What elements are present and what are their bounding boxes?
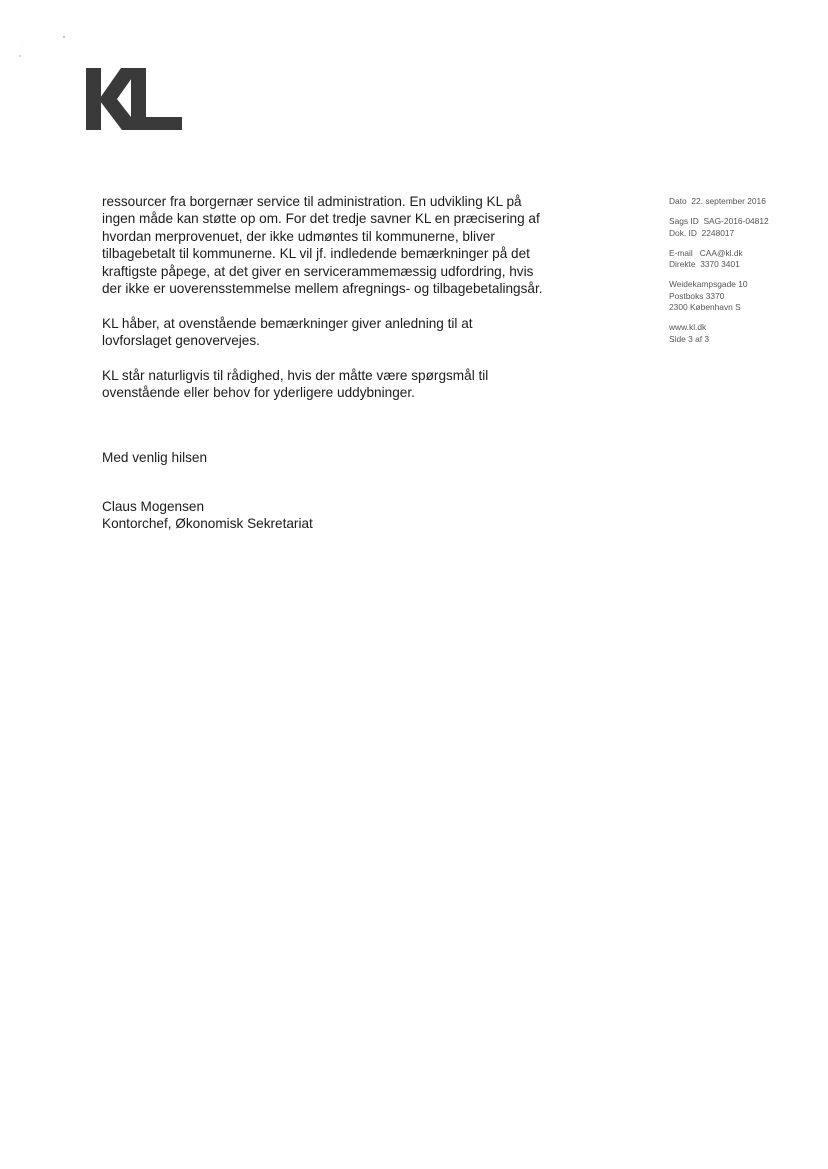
kl-logo — [86, 68, 182, 130]
doc-id-label: Dok. ID — [669, 227, 697, 238]
case-id-row — [669, 216, 819, 228]
email-label: E-mail — [669, 247, 693, 258]
direct-phone-row — [669, 259, 819, 271]
paragraph-line: KL håber, at ovenstående bemærkninger giver anledning til at — [102, 315, 473, 331]
doc-id-value: 2248017 — [701, 227, 735, 238]
doc-id-row — [669, 228, 819, 240]
paragraph-line: tilbagebetalt til kommunerne. KL vil jf. indledende bemærkninger på det — [102, 246, 530, 262]
paragraph-line: kraftigste påpege, at det giver en servicerammemæssig udfordring, hvis — [102, 263, 534, 279]
signatory-title: Kontorchef, Økonomisk Sekretariat — [102, 516, 313, 532]
paragraph-line: der ikke er uoverensstemmelse mellem afregnings- og tilbagebetalingsår. — [102, 281, 543, 297]
address-city: 2300 København S — [669, 302, 741, 312]
page-number: Side 3 af 3 — [669, 333, 710, 344]
address-group — [669, 279, 819, 314]
contact-group — [669, 248, 819, 271]
email-value: CAA@kl.dk — [699, 247, 743, 258]
paragraph-line: ressourcer fra borgernær service til administration. En udvikling KL på — [102, 194, 522, 209]
paragraph-line: ingen måde kan støtte op om. For det tredje savner KL en præcisering af — [102, 211, 540, 227]
letter-meta-sidebar — [669, 196, 819, 354]
signature-block — [102, 498, 313, 533]
case-id-label: Sags ID — [669, 216, 699, 226]
website: www.kl.dk — [669, 322, 707, 332]
web-page-group — [669, 322, 819, 345]
email-row — [669, 248, 819, 260]
date-group — [669, 196, 819, 208]
direct-phone-value: 3370 3401 — [700, 259, 740, 269]
direct-phone-label: Direkte — [669, 259, 696, 269]
ids-group — [669, 216, 819, 239]
paragraph-2 — [102, 315, 572, 350]
paragraph-3 — [102, 367, 572, 402]
paragraph-line: ovenstående eller behov for yderligere uddybninger. — [102, 385, 415, 401]
paragraph-1 — [102, 193, 572, 297]
date-row — [669, 196, 819, 208]
date-value: 22. september 2016 — [691, 196, 766, 206]
paragraph-line: lovforslaget genovervejes. — [102, 333, 260, 349]
signatory-name: Claus Mogensen — [102, 499, 205, 514]
paragraph-line: KL står naturligvis til rådighed, hvis der måtte være spørgsmål til — [102, 368, 489, 384]
letter-body — [102, 193, 572, 419]
address-pobox: Postboks 3370 — [669, 290, 725, 301]
closing-salutation: Med venlig hilsen — [102, 450, 208, 465]
date-label: Dato — [669, 196, 687, 206]
case-id-value: SAG-2016-04812 — [703, 216, 769, 226]
address-street: Weidekampsgade 10 — [669, 279, 748, 289]
paragraph-line: hvordan merprovenuet, der ikke udmøntes til kommunerne, bliver — [102, 228, 495, 244]
